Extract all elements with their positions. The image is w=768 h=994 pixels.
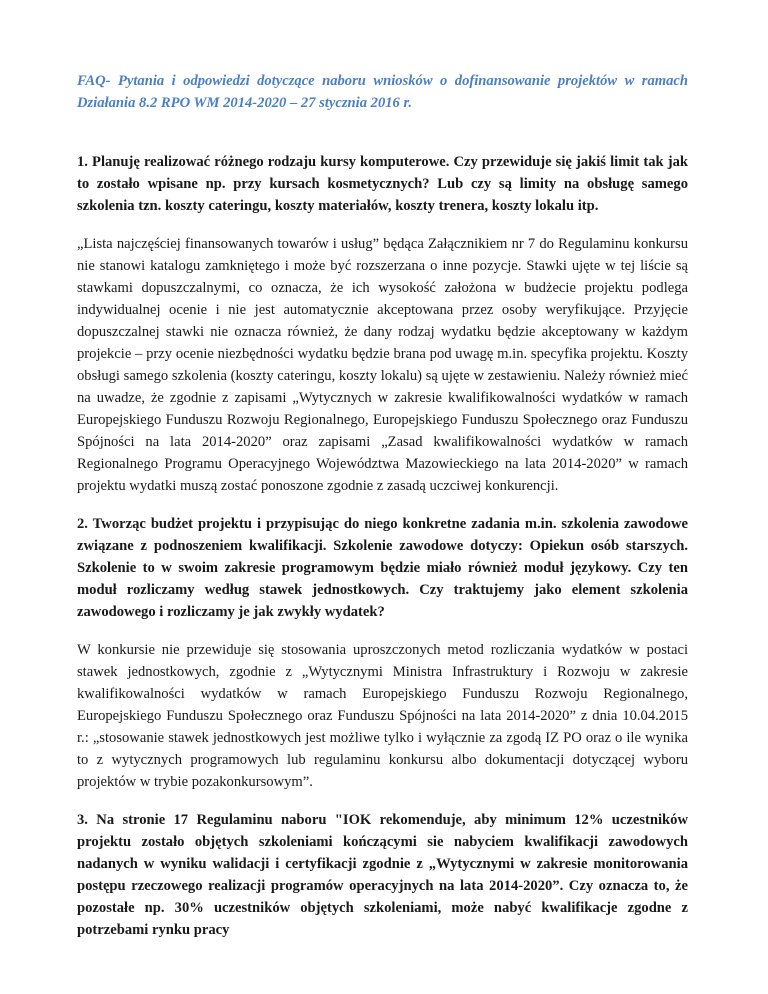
faq-question-3: 3. Na stronie 17 Regulaminu naboru "IOK rekomenduje, aby minimum 12% uczestników projektu zostało objętych szkoleniami kończącymi sie nabyciem kwalifikacji zawodowych nadanych w wyniku walidacji i certyfikacji zgodnie z „Wytycznymi w zakresie monitorowania postępu rzeczowego realizacji programów operacyjnych na lata 2014-2020”. Czy oznacza to, że pozostałe np. 30% uczestników objętych szkoleniami, może nabyć kwalifikacje zgodne z potrzebami rynku pracy [77, 812, 688, 938]
document-page [77, 70, 688, 957]
faq-answer-1: „Lista najczęściej finansowanych towarów i usług” będąca Załącznikiem nr 7 do Regulaminu konkursu nie stanowi katalogu zamkniętego i może być rozszerzana o inne pozycje. Stawki ujęte w tej liście są stawkami dopuszczalnymi, co oznacza, że ich wysokość założona w budżecie projektu podlega indywidualnej ocenie i nie jest automatycznie akceptowana przez osoby weryfikujące. Przyjęcie dopuszczalnej stawki nie oznacza również, że dany rodzaj wydatku będzie akceptowany w każdym projekcie – przy ocenie niezbędności wydatku będzie brana pod uwagę m.in. specyfika projektu. Koszty obsługi samego szkolenia (koszty cateringu, koszty lokalu) są ujęte w zestawieniu. Należy również mieć na uwadze, że zgodnie z zapisami „Wytycznych w zakresie kwalifikowalności wydatków w ramach Europejskiego Funduszu Rozwoju Regionalnego, Europejskiego Funduszu Społecznego oraz Funduszu Spójności na lata 2014-2020” oraz zapisami „Zasad kwalifikowalności wydatków w ramach Regionalnego Programu Operacyjnego Województwa Mazowieckiego na lata 2014-2020” w ramach projektu wydatki muszą zostać ponoszone zgodnie z zasadą uczciwej konkurencji. [77, 236, 688, 494]
faq-question-1: 1. Planuję realizować różnego rodzaju kursy komputerowe. Czy przewiduje się jakiś limit tak jak to zostało wpisane np. przy kursach kosmetycznych? Lub czy są limity na obsługę samego szkolenia tzn. koszty cateringu, koszty materiałów, koszty trenera, koszty lokalu itp. [77, 154, 688, 214]
faq-answer-2: W konkursie nie przewiduje się stosowania uproszczonych metod rozliczania wydatków w postaci stawek jednostkowych, zgodnie z „Wytycznymi Ministra Infrastruktury i Rozwoju w zakresie kwalifikowalności wydatków w ramach Europejskiego Funduszu Rozwoju Regionalnego, Europejskiego Funduszu Społecznego oraz Funduszu Spójności na lata 2014-2020” z dnia 10.04.2015 r.: „stosowanie stawek jednostkowych jest możliwe tylko i wyłącznie za zgodą IZ PO oraz o ile wynika to z wytycznych programowych lub regulaminu konkursu albo dokumentacji dotyczącej wyboru projektów w trybie pozakonkursowym”. [77, 642, 688, 790]
document-title: FAQ- Pytania i odpowiedzi dotyczące naboru wniosków o dofinansowanie projektów w ramach Działania 8.2 RPO WM 2014-2020 – 27 stycznia 2016 r. [77, 73, 688, 111]
faq-question-2: 2. Tworząc budżet projektu i przypisując do niego konkretne zadania m.in. szkolenia zawodowe związane z podnoszeniem kwalifikacji. Szkolenie zawodowe dotyczy: Opiekun osób starszych. Szkolenie to w swoim zakresie programowym będzie miało również moduł językowy. Czy ten moduł rozliczamy według stawek jednostkowych. Czy traktujemy jako element szkolenia zawodowego i rozliczamy je jak zwykły wydatek? [77, 516, 688, 620]
